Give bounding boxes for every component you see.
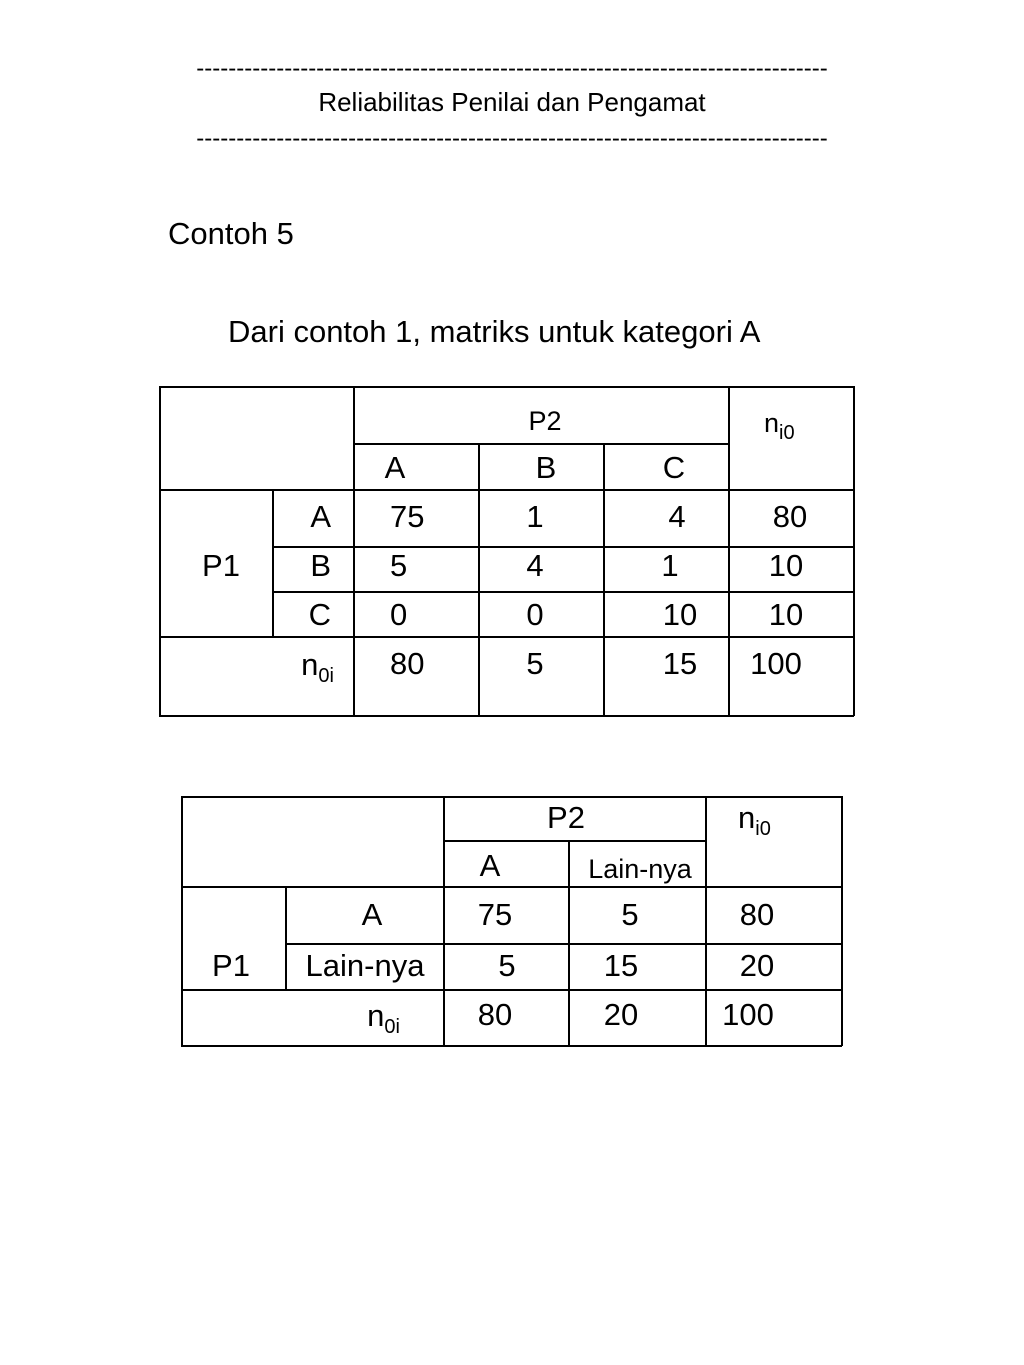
t1-cell: 80 bbox=[772, 499, 808, 534]
t1-total-cell: 80 bbox=[390, 646, 425, 681]
t1-n0i-label: $n_{0i}$ bbox=[301, 647, 334, 687]
t2-cell: 80 bbox=[739, 897, 775, 932]
t1-cell: 0 bbox=[390, 597, 408, 632]
t2-total-cell: 20 bbox=[603, 997, 639, 1032]
t2-cell: 75 bbox=[477, 897, 513, 932]
section-heading: Contoh 5 bbox=[168, 216, 294, 251]
t1-row-label-a: A bbox=[310, 499, 331, 534]
t2-row-label-a: A bbox=[361, 897, 383, 932]
t1-ni0-label: $n_{i0}$ bbox=[764, 408, 795, 444]
t2-cell: 20 bbox=[739, 948, 775, 983]
header-dash-line-top: ------------------------------------------------------------------------------- bbox=[196, 55, 828, 82]
t2-total-cell: 100 bbox=[722, 997, 774, 1032]
t2-cell: 5 bbox=[498, 948, 516, 983]
t1-col-header-a: A bbox=[384, 450, 406, 485]
t1-cell: 4 bbox=[668, 499, 686, 534]
section-subtitle: Dari contoh 1, matriks untuk kategori A bbox=[228, 314, 761, 349]
t1-cell: 10 bbox=[768, 597, 804, 632]
t2-p2-label: P2 bbox=[547, 800, 585, 835]
t1-col-header-c: C bbox=[662, 450, 686, 485]
header-title: Reliabilitas Penilai dan Pengamat bbox=[318, 87, 706, 117]
t2-p1-label: P1 bbox=[212, 948, 250, 983]
t2-row-label-lainnya: Lain-nya bbox=[305, 948, 425, 983]
t2-ni0-label: $n_{i0}$ bbox=[738, 800, 771, 840]
t2-n0i-label: $n_{0i}$ bbox=[367, 998, 400, 1038]
t2-col-header-lainnya: Lain-nya bbox=[588, 854, 692, 884]
t1-row-label-b: B bbox=[310, 548, 331, 583]
t1-total-cell: 15 bbox=[662, 646, 698, 681]
t1-p1-label: P1 bbox=[202, 548, 240, 583]
t2-cell: 5 bbox=[621, 897, 639, 932]
header-dash-line-bottom: ------------------------------------------------------------------------------- bbox=[196, 125, 828, 152]
t1-cell: 5 bbox=[390, 548, 408, 583]
t1-cell: 1 bbox=[526, 499, 544, 534]
t1-total-cell: 100 bbox=[750, 646, 802, 681]
t1-cell: 10 bbox=[768, 548, 804, 583]
t1-cell: 1 bbox=[661, 548, 679, 583]
t1-cell: 10 bbox=[662, 597, 698, 632]
t2-total-cell: 80 bbox=[477, 997, 513, 1032]
t1-row-label-c: C bbox=[308, 597, 331, 632]
t1-cell: 75 bbox=[390, 499, 425, 534]
t1-p2-label: P2 bbox=[528, 406, 562, 436]
t1-cell: 0 bbox=[526, 597, 544, 632]
t1-col-header-b: B bbox=[535, 450, 557, 485]
t2-col-header-a: A bbox=[479, 848, 501, 883]
t1-total-cell: 5 bbox=[526, 646, 544, 681]
t2-cell: 15 bbox=[603, 948, 639, 983]
t1-cell: 4 bbox=[526, 548, 544, 583]
